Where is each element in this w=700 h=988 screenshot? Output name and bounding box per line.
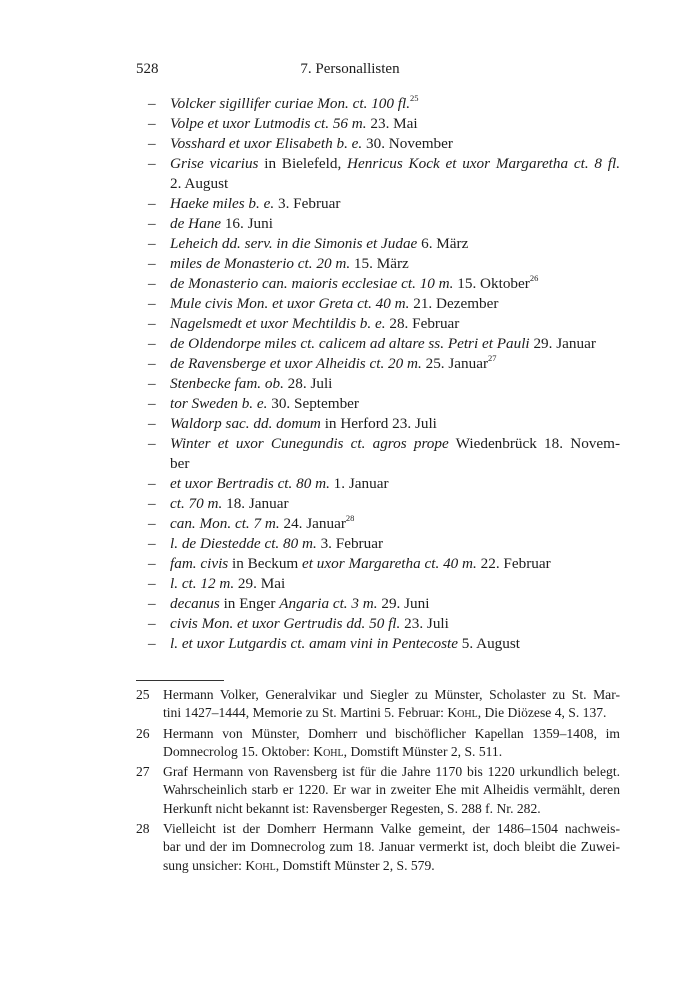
text-run: 29. Mai: [234, 575, 286, 592]
list-item: [148, 534, 620, 554]
entry-line: [170, 534, 620, 554]
text-run: ct. 70 m.: [170, 495, 223, 512]
entry-line: [170, 94, 620, 114]
list-item: [148, 314, 620, 334]
footnote-line: [163, 857, 620, 875]
text-run: Nagelsmedt et uxor Mechtildis b. e.: [170, 315, 386, 332]
text-run: l. de Diestedde ct. 80 m.: [170, 535, 317, 552]
list-item: [148, 94, 620, 114]
footnote-ref[interactable]: 28: [345, 512, 355, 523]
text-run: tor Sweden b. e.: [170, 395, 268, 412]
dash-marker: –: [148, 555, 156, 572]
list-item: [148, 114, 620, 134]
footnote-number: 26: [136, 725, 150, 741]
text-run: 6. März: [417, 235, 469, 252]
entry-line: [170, 334, 620, 354]
dash-marker: –: [148, 515, 156, 532]
text-run: in Bielefeld,: [258, 155, 348, 172]
entry-line: [170, 174, 620, 194]
footnote: [136, 820, 620, 875]
entry-line: [170, 354, 620, 374]
text-run: can. Mon. ct. 7 m.: [170, 515, 280, 532]
entry-line: [170, 194, 620, 214]
text-run: bar und der im Domnecrolog zum 18. Januar vermerkt ist, doch bleibt die Zuwei-: [163, 839, 620, 855]
list-item: [148, 194, 620, 214]
entry-list: [148, 94, 620, 654]
text-run: Vielleicht ist der Domherr Hermann Valke gemeint, der 1486–1504 nachweis-: [163, 821, 620, 837]
dash-marker: –: [148, 215, 156, 232]
text-run: 3. Februar: [274, 195, 341, 212]
dash-marker: –: [148, 235, 156, 252]
footnote-ref[interactable]: 26: [529, 272, 539, 283]
text-run: 25. Januar: [421, 355, 489, 372]
text-run: fam. civis: [170, 555, 229, 572]
footnote: [136, 763, 620, 818]
text-run: Graf Hermann von Ravensberg ist für die Jahre 1170 bis 1220 urkundlich belegt.: [163, 764, 620, 780]
text-run: 16. Juni: [221, 215, 273, 232]
text-run: Mule civis Mon. et uxor Greta ct. 40 m.: [170, 295, 410, 312]
list-item: [148, 394, 620, 414]
dash-marker: –: [148, 155, 156, 172]
text-run: in Beckum: [228, 555, 303, 572]
text-run: de Hane: [170, 215, 222, 232]
text-run: civis Mon. et uxor Gertrudis dd. 50 fl.: [170, 615, 401, 632]
footnote-number: 28: [136, 821, 150, 837]
dash-marker: –: [148, 275, 156, 292]
footnote-line: [163, 704, 620, 722]
text-run: Volcker sigillifer curiae Mon. ct. 100 fl.: [170, 95, 411, 112]
entry-line: [170, 554, 620, 574]
text-run: Angaria ct. 3 m.: [279, 595, 378, 612]
text-run: et uxor Bertradis ct. 80 m.: [170, 475, 330, 492]
text-run: 29. Juni: [377, 595, 430, 612]
text-run: 23. Juli: [400, 615, 449, 632]
text-run: 24. Januar: [279, 515, 346, 532]
entry-line: [170, 414, 620, 434]
text-run: 28. Juli: [283, 375, 333, 392]
entry-line: [170, 474, 620, 494]
footnote-line: [163, 838, 620, 856]
text-run: , Die Diözese 4, S. 137.: [477, 705, 607, 721]
list-item: [148, 634, 620, 654]
text-run: 28. Februar: [385, 315, 460, 332]
entry-line: [170, 434, 620, 454]
text-run: 5. August: [457, 635, 520, 652]
text-run: Wahrscheinlich starb er 1220. Er war in zweiter Ehe mit Alheidis vermählt, deren: [163, 782, 620, 798]
text-run: tini 1427–1444, Memorie zu St. Martini 5. Februar:: [163, 705, 448, 721]
text-run: Haeke miles b. e.: [170, 195, 275, 212]
list-item: [148, 254, 620, 274]
dash-marker: –: [148, 115, 156, 132]
dash-marker: –: [148, 535, 156, 552]
text-run: Volpe et uxor Lutmodis ct. 56 m.: [170, 115, 367, 132]
dash-marker: –: [148, 495, 156, 512]
entry-line: [170, 374, 620, 394]
text-run: 23. Mai: [366, 115, 418, 132]
entry-line: [170, 454, 620, 474]
text-run: de Oldendorpe miles ct. calicem ad altare ss. Petri et Pauli: [170, 335, 530, 352]
entry-line: [170, 114, 620, 134]
list-item: [148, 594, 620, 614]
text-run: 1. Januar: [329, 475, 389, 492]
text-run: miles de Monasterio ct. 20 m.: [170, 255, 351, 272]
text-run: sung unsicher:: [163, 857, 246, 873]
text-run: 29. Januar: [529, 335, 596, 352]
text-run: Wiedenbrück 18. Novem-: [448, 435, 621, 452]
list-item: [148, 154, 620, 194]
text-run: 15. März: [350, 255, 409, 272]
list-item: [148, 234, 620, 254]
dash-marker: –: [148, 135, 156, 152]
footnote-number: 25: [136, 687, 150, 702]
footnote-line: [163, 763, 620, 781]
entry-line: [170, 574, 620, 594]
text-run: 15. Oktober: [453, 275, 530, 292]
text-run: l. ct. 12 m.: [170, 575, 235, 592]
list-item: [148, 334, 620, 354]
text-run: l. et uxor Lutgardis ct. amam vini in Pentecoste: [170, 635, 458, 652]
text-run: et uxor Margaretha ct. 40 m.: [302, 555, 477, 572]
text-run: Henricus Kock et uxor Margaretha ct. 8 fl.: [347, 155, 620, 172]
list-item: [148, 354, 620, 374]
footnote-line: [163, 743, 620, 761]
dash-marker: –: [148, 615, 156, 632]
footnote-line: [163, 800, 620, 818]
dash-marker: –: [148, 395, 156, 412]
entry-line: [170, 254, 620, 274]
footnote: [136, 725, 620, 762]
dash-marker: –: [148, 375, 156, 392]
text-run: Kohl: [245, 857, 276, 873]
text-run: de Ravensberge et uxor Alheidis ct. 20 m.: [170, 355, 422, 372]
list-item: [148, 214, 620, 234]
footnote-line: [163, 725, 620, 743]
text-run: Hermann von Münster, Domherr und bischöflicher Kapellan 1359–1408, im: [163, 725, 620, 741]
list-item: [148, 514, 620, 534]
text-run: 30. September: [267, 395, 359, 412]
footnote-line: [163, 820, 620, 838]
text-run: Leheich dd. serv. in die Simonis et Judae: [170, 235, 418, 252]
footnote-divider: [136, 680, 224, 681]
text-run: Kohl: [447, 705, 478, 721]
entry-line: [170, 134, 620, 154]
footnote-number: 27: [136, 764, 150, 780]
list-item: [148, 274, 620, 294]
footnote-line: [163, 686, 620, 704]
footnote-list: [136, 686, 620, 877]
entry-line: [170, 314, 620, 334]
text-run: de Monasterio can. maioris ecclesiae ct. 10 m.: [170, 275, 454, 292]
list-item: [148, 374, 620, 394]
footnote-ref[interactable]: 25: [410, 92, 419, 103]
list-item: [148, 494, 620, 514]
text-run: 21. Dezember: [409, 295, 499, 312]
dash-marker: –: [148, 195, 156, 212]
entry-line: [170, 514, 620, 534]
text-run: in Herford 23. Juli: [320, 415, 437, 432]
footnote: [136, 686, 620, 723]
dash-marker: –: [148, 595, 156, 612]
text-run: Waldorp sac. dd. domum: [170, 415, 321, 432]
footnote-ref[interactable]: 27: [488, 352, 497, 363]
dash-marker: –: [148, 335, 156, 352]
running-title: 7. Personallisten: [300, 61, 400, 77]
text-run: ber: [170, 455, 190, 472]
page-number: 528: [136, 61, 159, 77]
text-run: 3. Februar: [316, 535, 383, 552]
list-item: [148, 434, 620, 474]
entry-line: [170, 594, 620, 614]
text-run: Hermann Volker, Generalvikar und Siegler zu Münster, Scholaster zu St. Mar-: [163, 687, 620, 702]
entry-line: [170, 274, 620, 294]
text-run: Vosshard et uxor Elisabeth b. e.: [170, 135, 363, 152]
entry-line: [170, 614, 620, 634]
dash-marker: –: [148, 255, 156, 272]
dash-marker: –: [148, 415, 156, 432]
entry-line: [170, 294, 620, 314]
entry-line: [170, 394, 620, 414]
dash-marker: –: [148, 95, 156, 112]
dash-marker: –: [148, 295, 156, 312]
dash-marker: –: [148, 435, 156, 452]
text-run: Winter et uxor Cunegundis ct. agros prope: [170, 435, 449, 452]
dash-marker: –: [148, 355, 156, 372]
footnote-line: [163, 781, 620, 799]
text-run: 30. November: [362, 135, 453, 152]
dash-marker: –: [148, 635, 156, 652]
entry-line: [170, 154, 620, 174]
dash-marker: –: [148, 575, 156, 592]
list-item: [148, 554, 620, 574]
text-run: Herkunft nicht bekannt ist: Ravensberger Regesten, S. 288 f. Nr. 282.: [163, 800, 541, 816]
entry-line: [170, 214, 620, 234]
list-item: [148, 414, 620, 434]
text-run: , Domstift Münster 2, S. 511.: [343, 743, 503, 759]
text-run: 2. August: [170, 175, 229, 192]
dash-marker: –: [148, 475, 156, 492]
text-run: 22. Februar: [476, 555, 551, 572]
text-run: Domnecrolog 15. Oktober:: [163, 743, 314, 759]
list-item: [148, 574, 620, 594]
list-item: [148, 294, 620, 314]
text-run: , Domstift Münster 2, S. 579.: [275, 857, 435, 873]
text-run: 18. Januar: [222, 495, 289, 512]
text-run: in Enger: [219, 595, 280, 612]
text-run: Kohl: [313, 743, 344, 759]
dash-marker: –: [148, 315, 156, 332]
entry-line: [170, 634, 620, 654]
list-item: [148, 134, 620, 154]
entry-line: [170, 234, 620, 254]
text-run: decanus: [170, 595, 220, 612]
entry-line: [170, 494, 620, 514]
text-run: Stenbecke fam. ob.: [170, 375, 284, 392]
text-run: Grise vicarius: [170, 155, 259, 172]
list-item: [148, 474, 620, 494]
list-item: [148, 614, 620, 634]
